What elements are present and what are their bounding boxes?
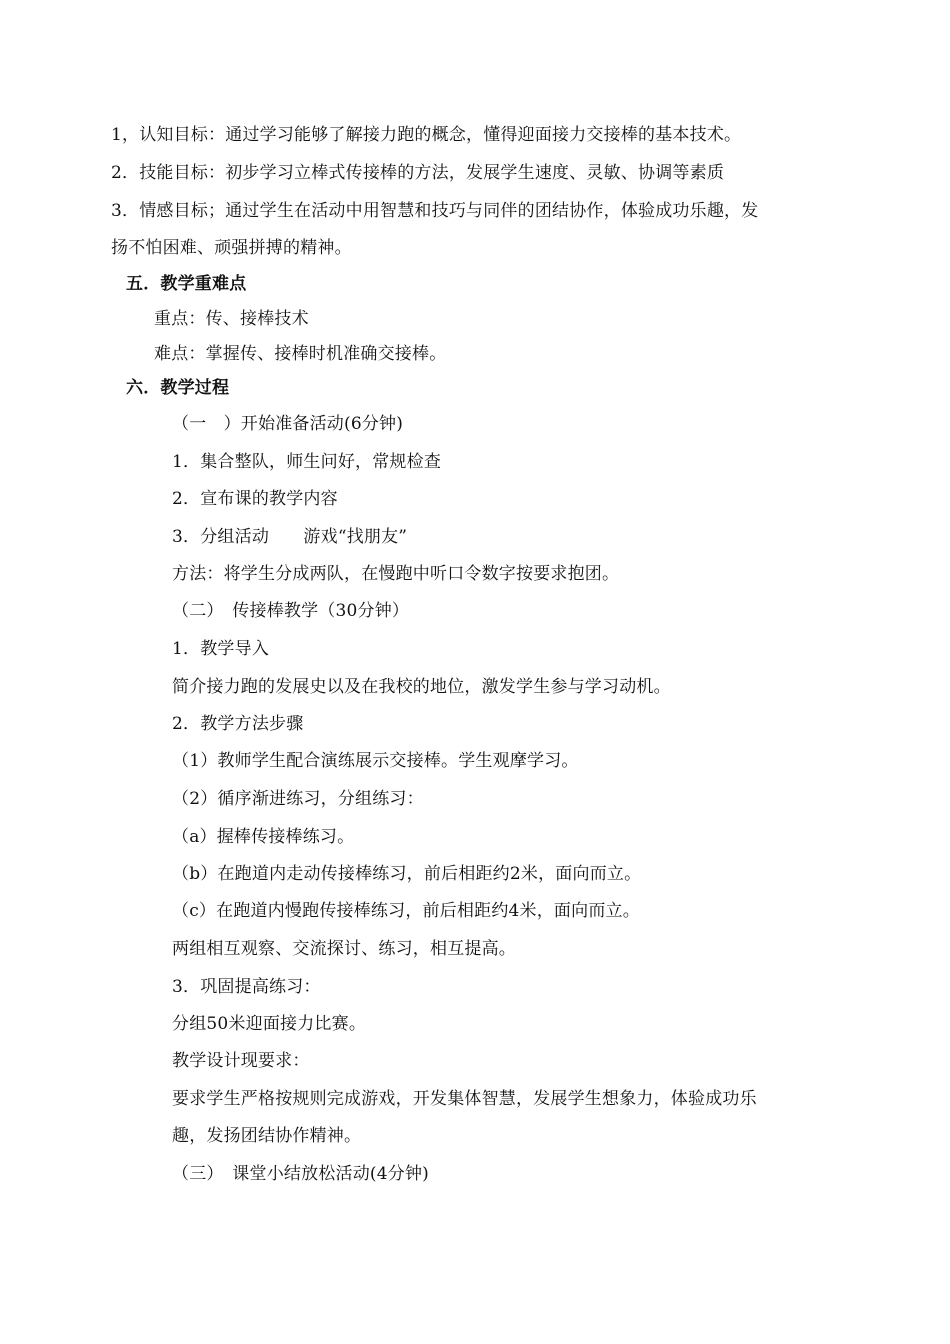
objective-cognitive: 1，认知目标：通过学习能够了解接力跑的概念，懂得迎面接力交接棒的基本技术。 <box>111 125 742 145</box>
part2-intro-text: 简介接力跑的发展史以及在我校的地位，激发学生参与学习动机。 <box>172 677 671 697</box>
part2-design-title: 教学设计现要求： <box>172 1051 310 1071</box>
part1-title: （一 ）开始准备活动(6分钟) <box>172 414 404 434</box>
objective-skill: 2．技能目标：初步学习立棒式传接棒的方法，发展学生速度、灵敏、协调等素质 <box>111 163 725 183</box>
difficulty-point: 难点：掌握传、接棒时机准确交接棒。 <box>154 344 447 364</box>
section5-heading: 五．教学重难点 <box>126 274 247 294</box>
part2-consolidate-text: 分组50米迎面接力比赛。 <box>172 1014 367 1034</box>
part3-title: （三） 课堂小结放松活动(4分钟) <box>172 1164 429 1184</box>
part2-step-b: （b）在跑道内走动传接棒练习，前后相距约2米，面向而立。 <box>172 864 642 884</box>
part2-step1: （1）教师学生配合演练展示交接棒。学生观摩学习。 <box>172 751 579 771</box>
part2-step-c: （c）在跑道内慢跑传接棒练习，前后相距约4米，面向而立。 <box>172 901 640 921</box>
part1-item2: 2．宣布课的教学内容 <box>172 489 338 509</box>
part2-step-a: （a）握棒传接棒练习。 <box>172 827 355 847</box>
part2-design-text-line1: 要求学生严格按规则完成游戏，开发集体智慧，发展学生想象力，体验成功乐 <box>172 1089 757 1109</box>
part1-item1: 1．集合整队，师生问好，常规检查 <box>172 452 442 472</box>
section6-heading: 六．教学过程 <box>126 378 230 398</box>
part2-design-text-line2: 趣，发扬团结协作精神。 <box>172 1126 362 1146</box>
objective-emotion-line1: 3．情感目标；通过学生在活动中用智慧和技巧与同伴的团结协作，体验成功乐趣，发 <box>111 201 759 221</box>
part1-method: 方法：将学生分成两队，在慢跑中听口令数字按要求抱团。 <box>172 564 620 584</box>
part2-consolidate-title: 3．巩固提高练习： <box>172 977 321 997</box>
part2-intro-title: 1．教学导入 <box>172 639 270 659</box>
objective-emotion-line2: 扬不怕困难、顽强拼搏的精神。 <box>111 238 352 258</box>
part2-title: （二） 传接棒教学（30分钟） <box>172 601 410 621</box>
part1-item3: 3．分组活动 游戏“找朋友” <box>172 527 408 547</box>
part2-step-summary: 两组相互观察、交流探讨、练习，相互提高。 <box>172 939 516 959</box>
part2-step2: （2）循序渐进练习，分组练习： <box>172 789 424 809</box>
part2-steps-title: 2．教学方法步骤 <box>172 714 304 734</box>
key-point: 重点：传、接棒技术 <box>154 309 309 329</box>
